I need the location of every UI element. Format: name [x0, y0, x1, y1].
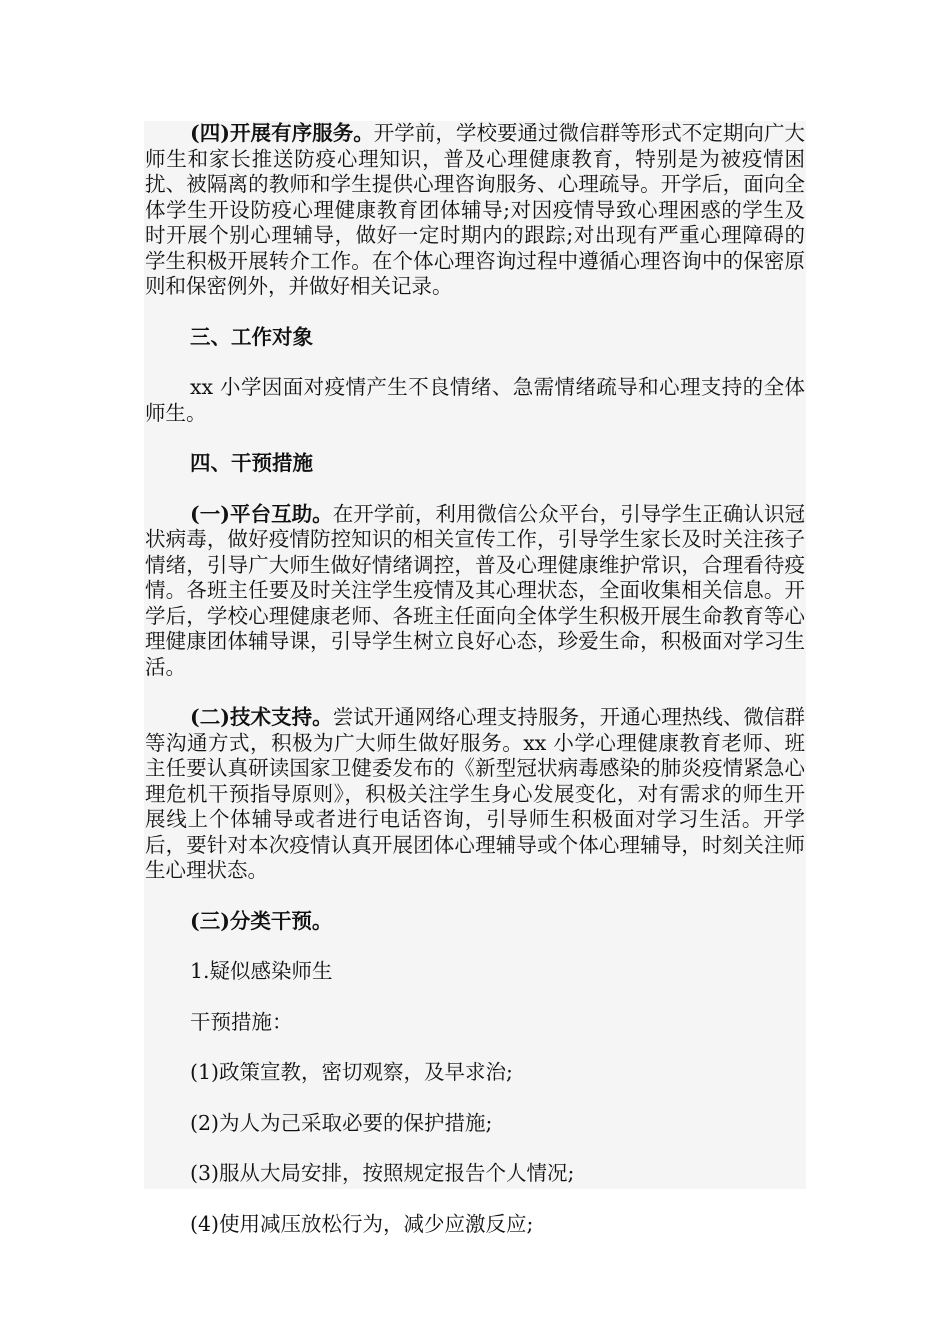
paragraph-platform-mutual-aid — [145, 502, 805, 681]
lead-technical-support: (二)技术支持。 — [190, 705, 333, 729]
lead-orderly-service: (四)开展有序服务。 — [190, 121, 374, 145]
list-item-measure-1: (1)政策宣教，密切观察，及早求治; — [190, 1060, 513, 1084]
list-item-measure-3: (3)服从大局安排，按照规定报告个人情况; — [190, 1161, 575, 1185]
subheading-suspected-infection: 1.疑似感染师生 — [190, 959, 333, 983]
body-platform-mutual-aid: 在开学前，利用微信公众平台，引导学生正确认识冠状病毒，做好疫情防控知识的相关宣传工作，引导学生家长及时关注孩子情绪，引导广大师生做好情绪调控，普及心理健康维护常识，合理看待疫情。各班主任要及时关注学生疫情及其心理状态，全面收集相关信息。开学后，学校心理健康老师、各班主任面向全体学生积极开展生命教育等心理健康团体辅导课，引导学生树立良好心态，珍爱生命，积极面对学习生活。 — [145, 501, 806, 679]
heading-intervention-measures: 四、干预措施 — [190, 451, 313, 475]
list-item-measure-4: (4)使用减压放松行为，减少应激反应; — [190, 1211, 534, 1236]
label-intervention-measures: 干预措施： — [190, 1009, 293, 1034]
heading-work-target: 三、工作对象 — [190, 324, 313, 349]
paragraph-work-target: xx 小学因面对疫情产生不良情绪、急需情绪疏导和心理支持的全体师生。 — [145, 375, 805, 425]
body-technical-support: 尝试开通网络心理支持服务，开通心理热线、微信群等沟通方式，积极为广大师生做好服务。xx 小学心理健康教育老师、班主任要认真研读国家卫健委发布的《新型冠状病毒感染的肺炎疫情紧急心理危机干预指导原则》，积极关注学生身心发展变化，对有需求的师生开展线上个体辅导或者进行电话咨询，引导师生积极面对学习生活。开学后，要针对本次疫情认真开展团体心理辅导或个体心理辅导，时刻关注师生心理状态。 — [145, 705, 806, 882]
paragraph-technical-support — [145, 705, 805, 884]
heading-classified-intervention: (三)分类干预。 — [190, 908, 333, 933]
lead-platform-mutual-aid: (一)平台互助。 — [190, 501, 333, 526]
body-orderly-service: 开学前，学校要通过微信群等形式不定期向广大师生和家长推送防疫心理知识，普及心理健康教育，特别是为被疫情困扰、被隔离的教师和学生提供心理咨询服务、心理疏导。开学后，面向全体学生开设防疫心理健康教育团体辅导;对因疫情导致心理困惑的学生及时开展个别心理辅导，做好一定时期内的跟踪;对出现有严重心理障碍的学生积极开展转介工作。在个体心理咨询过程中遵循心理咨询中的保密原则和保密例外，并做好相关记录。 — [145, 121, 805, 298]
document-text — [145, 121, 805, 1237]
list-item-measure-2: (2)为人为己采取必要的保护措施; — [190, 1110, 493, 1135]
paragraph-orderly-service — [145, 121, 805, 300]
